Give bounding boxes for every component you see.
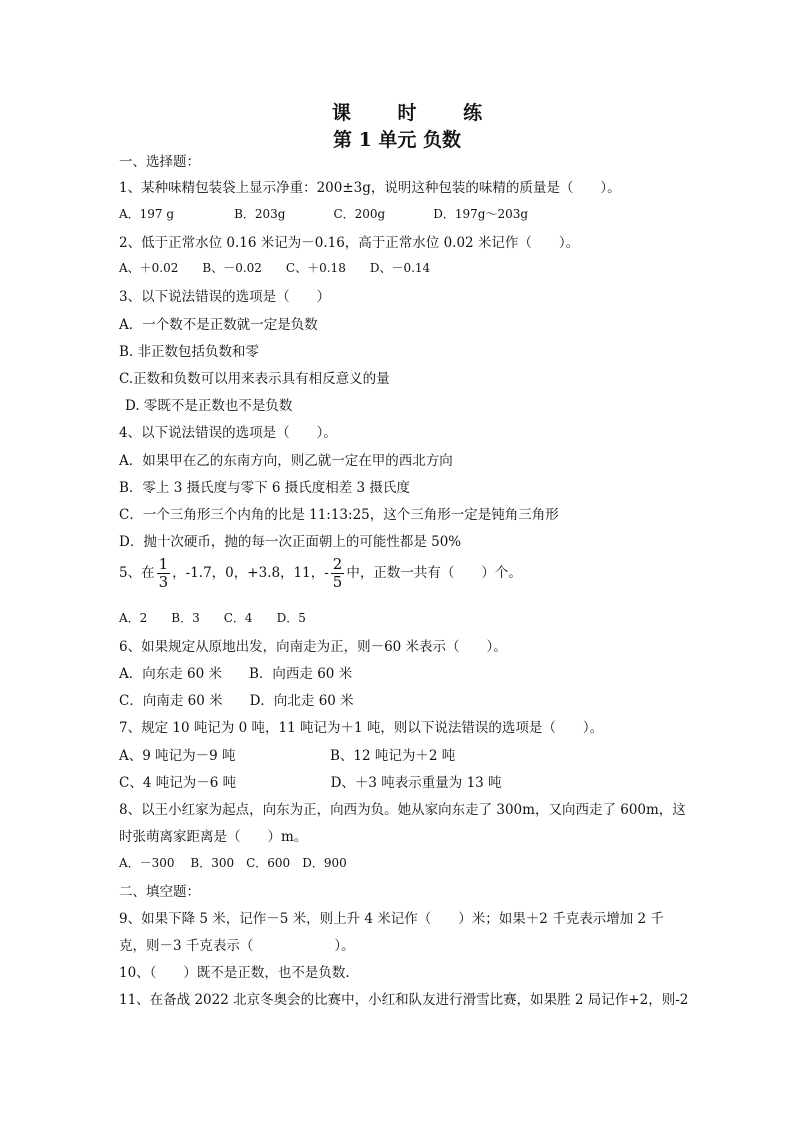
fraction-two-fifths: $\frac{2}{5}$	[332, 555, 343, 591]
question-4-option-d: D．抛十次硬币，抛的每一次正面朝上的可能性都是 50%	[119, 534, 462, 550]
question-8-options: A．－300 B．300 C．600 D．900	[119, 856, 347, 870]
question-5-prefix: 5、在	[119, 565, 155, 581]
question-2: 2、低于正常水位 0.16 米记为－0.16，高于正常水位 0.02 米记作（ ）。	[119, 235, 580, 251]
question-3-option-c: C.正数和负数可以用来表示具有相反意义的量	[119, 371, 390, 387]
question-10: 10、（ ）既不是正数，也不是负数.	[119, 965, 350, 981]
question-3-option-a: A．一个数不是正数就一定是负数	[119, 317, 318, 333]
question-2-options: A、＋0.02 B、－0.02 C、＋0.18 D、－0.14	[119, 261, 431, 275]
question-3-option-b: B. 非正数包括负数和零	[119, 344, 260, 360]
page-title: 课 时 练	[331, 102, 503, 124]
question-5-middle: ，-1.7，0，+3.8，11，-	[172, 565, 329, 581]
section-heading-choice: 一、选择题：	[119, 154, 200, 170]
question-3-option-d: D. 零既不是正数也不是负数	[125, 398, 293, 414]
question-9-line-1: 9、如果下降 5 米，记作－5 米，则上升 4 米记作（ ）米；如果＋2 千克表示增加 2 千	[119, 911, 664, 927]
question-7: 7、规定 10 吨记为 0 吨，11 吨记为＋1 吨，则以下说法错误的选项是（ ）。	[119, 720, 604, 736]
question-11-line-1: 11、在备战 2022 北京冬奥会的比赛中，小红和队友进行滑雪比赛，如果胜 2 局记作+2，则-2	[119, 992, 689, 1008]
question-4-option-a: A．如果甲在乙的东南方向，则乙就一定在甲的西北方向	[119, 453, 453, 469]
question-3: 3、以下说法错误的选项是（ ）	[119, 289, 331, 305]
question-4: 4、以下说法错误的选项是（ ）。	[119, 425, 337, 441]
question-5-options: A．2 B．3 C．4 D．5	[119, 611, 306, 625]
question-4-option-c: C．一个三角形三个内角的比是 11:13:25，这个三角形一定是钝角三角形	[119, 507, 559, 523]
question-9-line-2: 克，则－3 千克表示（ ）。	[119, 938, 355, 954]
question-5	[119, 556, 522, 591]
fraction-one-third: $\frac{1}{3}$	[158, 555, 169, 591]
question-6-options-ab: A．向东走 60 米 B．向西走 60 米	[119, 666, 353, 682]
question-8-line-2: 时张萌离家距离是（ ）m。	[119, 829, 308, 845]
question-1: 1、某种味精包装袋上显示净重：200±3g，说明这种包装的味精的质量是（ ）。	[119, 180, 621, 196]
question-8-line-1: 8、以王小红家为起点，向东为正，向西为负。她从家向东走了 300m，又向西走了 600m，这	[119, 802, 686, 818]
section-heading-fill: 二、填空题：	[119, 884, 200, 900]
question-4-option-b: B．零上 3 摄氏度与零下 6 摄氏度相差 3 摄氏度	[119, 480, 410, 496]
question-6-options-cd: C．向南走 60 米 D．向北走 60 米	[119, 693, 354, 709]
question-7-options-ab: A、9 吨记为－9 吨 B、12 吨记为＋2 吨	[119, 748, 456, 764]
page-subtitle: 第 1 单元 负数	[332, 129, 462, 151]
question-5-suffix: 中，正数一共有（ ）个。	[346, 565, 522, 581]
question-7-options-cd: C、4 吨记为－6 吨 D、＋3 吨表示重量为 13 吨	[119, 775, 502, 791]
question-1-options: A．197 g B．203g C．200g D．197g～203g	[119, 207, 529, 221]
question-6: 6、如果规定从原地出发，向南走为正，则－60 米表示（ ）。	[119, 639, 507, 655]
